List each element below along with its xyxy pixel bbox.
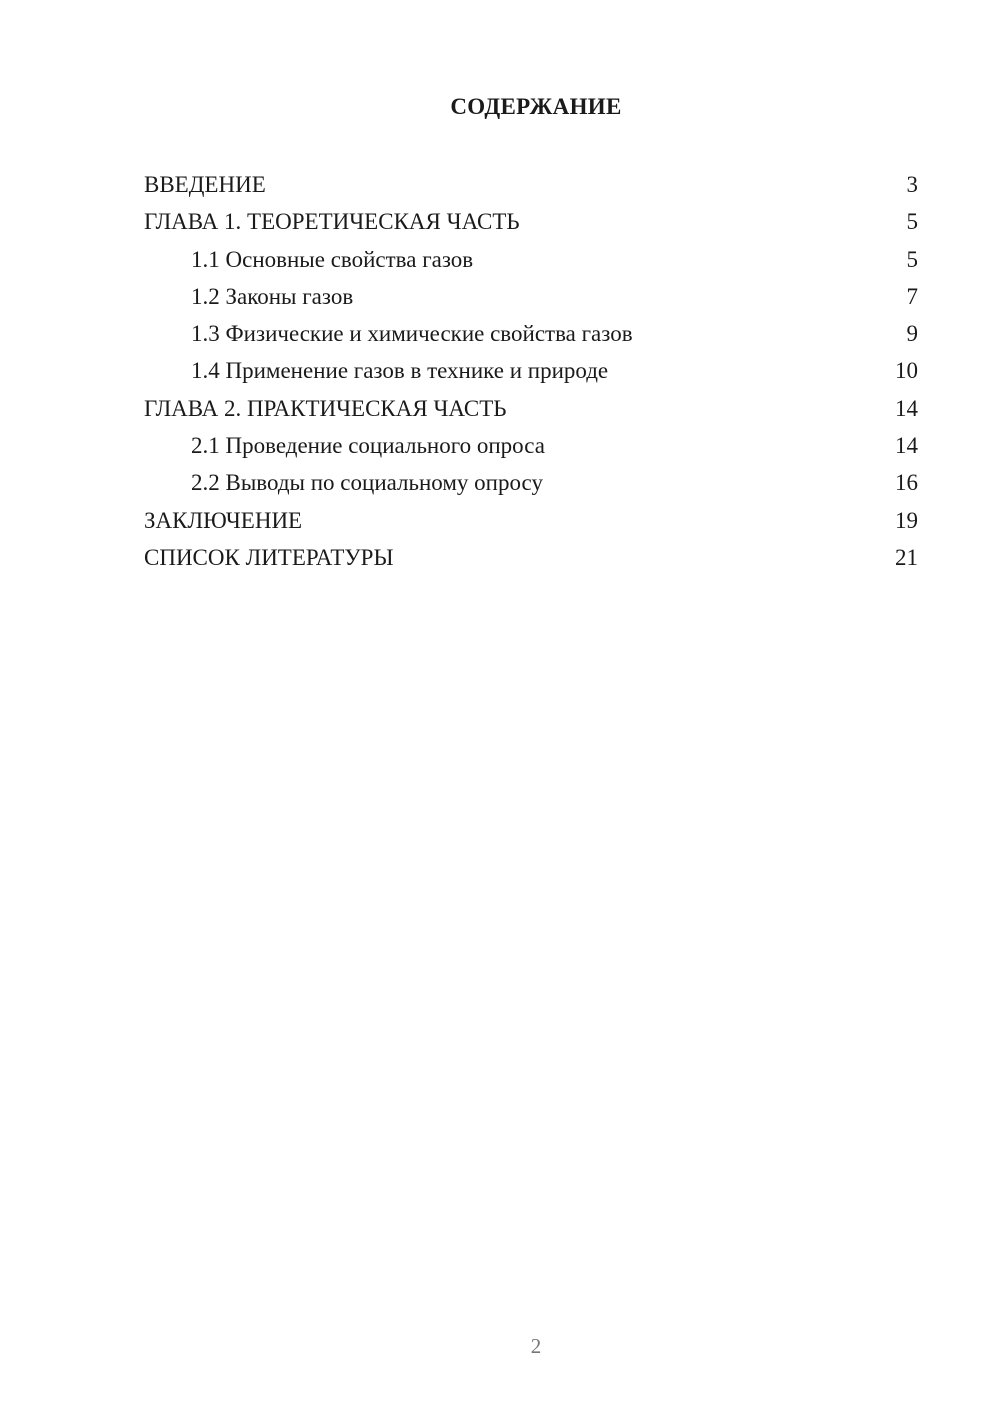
toc-entry-label: 2.2 Выводы по социальному опросу — [191, 470, 543, 496]
toc-entry-page: 5 — [906, 246, 918, 272]
toc-entry-page: 5 — [906, 209, 918, 235]
toc-entry — [144, 356, 918, 393]
toc-entry-label: ГЛАВА 1. ТЕОРЕТИЧЕСКАЯ ЧАСТЬ — [144, 209, 520, 235]
toc-entry-label: ВВЕДЕНИЕ — [144, 172, 266, 197]
toc-entry-page: 10 — [895, 358, 918, 384]
toc-entry — [144, 170, 918, 207]
toc-entry — [144, 282, 918, 319]
toc-entry — [144, 468, 918, 505]
toc-entry — [144, 207, 918, 244]
toc-entry — [144, 431, 918, 468]
toc-entry-label: 2.1 Проведение социального опроса — [191, 433, 545, 459]
toc-entry-page: 19 — [895, 507, 918, 533]
table-of-contents — [144, 170, 918, 580]
toc-entry-label: ЗАКЛЮЧЕНИЕ — [144, 507, 303, 533]
toc-entry-page: 14 — [895, 433, 918, 459]
toc-entry-page: 7 — [906, 283, 918, 309]
toc-entry-label: 1.2 Законы газов — [191, 283, 354, 309]
toc-entry — [144, 394, 918, 431]
toc-entry-label: 1.1 Основные свойства газов — [191, 246, 474, 272]
toc-entry-page: 3 — [906, 172, 918, 197]
toc-entry-label: 1.3 Физические и химические свойства газов — [191, 321, 633, 347]
toc-entry-page: 21 — [895, 544, 918, 570]
toc-entry-page: 16 — [895, 470, 918, 496]
toc-entry-label: 1.4 Применение газов в технике и природе — [191, 358, 609, 384]
toc-entry — [144, 319, 918, 356]
page-title: СОДЕРЖАНИЕ — [450, 94, 622, 119]
toc-entry — [144, 506, 918, 543]
toc-entry — [144, 245, 918, 282]
toc-entry-page: 9 — [906, 321, 918, 347]
page-number: 2 — [530, 1334, 542, 1358]
toc-entry-page: 14 — [895, 395, 918, 421]
toc-entry-label: ГЛАВА 2. ПРАКТИЧЕСКАЯ ЧАСТЬ — [144, 395, 507, 421]
toc-entry-label: СПИСОК ЛИТЕРАТУРЫ — [144, 544, 394, 570]
toc-entry — [144, 543, 918, 580]
